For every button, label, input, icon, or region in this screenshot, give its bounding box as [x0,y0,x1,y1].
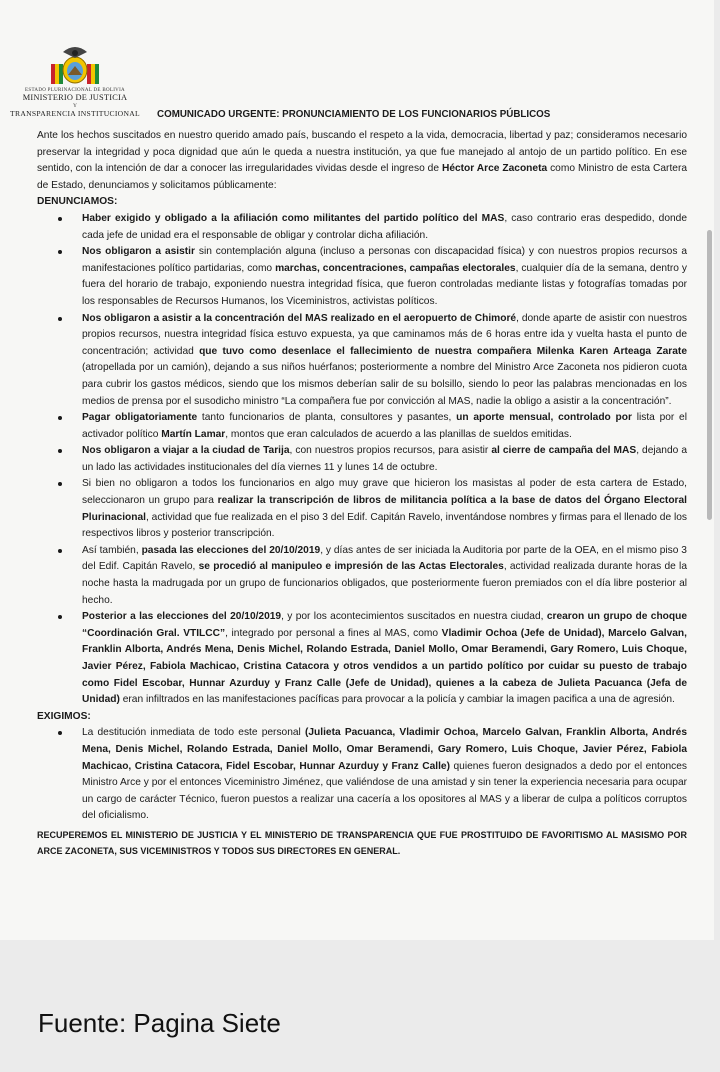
logo-transparency-text: TRANSPARENCIA INSTITUCIONAL [10,109,140,118]
ministry-logo [0,44,150,118]
list-item: Así también, pasada las elecciones del 20/10/2019, y días antes de ser iniciada la Auditoria por parte de la OEA, en el mismo piso 3 del Edif. Capitán Ravelo, se procedió al manipuleo e impresión de las Actas Electorales, actividad realizada durante horas de la noche hasta la madrugada por un grupo de funcionarios obligados, que posteriormente fueron premiados con el día libre posterior al hecho. [82,543,687,609]
list-item: La destitución inmediata de todo este personal (Julieta Pacuanca, Vladimir Ochoa, Marcelo Galvan, Franklin Alborta, Andrés Mena, Denis Michel, Rolando Estrada, Daniel Mollo, Omar Beramendi, Gary Romero, Luis Choque, Javier Pérez, Fabiola Machicao, Cristina Catacora, Fidel Escobar, Hunnar Azurduy y Franz Calle) quienes fueron designados a dedo por el entonces Ministro Arce y por el entonces Viceministro Jiménez, que valiéndose de una amistad y sin tener la experiencia necesaria para ocupar un cargo de carácter Técnico, fueron puestos a realizar una cacería a los opositores al MAS y a liberar de culpa a políticos corruptos del oficialismo. [82,725,687,825]
intro-text-end: como Ministro de esta Cartera de Estado, denunciamos y solicitamos públicamente: [37,163,688,191]
logo-ministry-name: MINISTERIO DE JUSTICIA [22,93,128,102]
logo-conjunction: Y [73,103,77,109]
document-title: COMUNICADO URGENTE: PRONUNCIAMIENTO DE LOS FUNCIONARIOS PÚBLICOS [157,109,551,120]
list-item: Pagar obligatoriamente tanto funcionarios de planta, consultores y pasantes, un aporte mensual, controlado por lista por el activador político Martín Lamar, montos que eran calculados de acuerdo a las planillas de sueldos emitidas. [82,410,687,443]
scrollbar[interactable] [707,230,712,520]
list-item: Nos obligaron a asistir a la concentración del MAS realizado en el aeropuerto de Chimoré, donde aparte de asistir con nuestros propios recursos, nuestra integridad física estuvo expuesta, ya que caminamos más de 6 horas entre ida y vuelta hasta el punto de concentración; actividad que tuvo como desenlace el fallecimiento de nuestra compañera Milenka Karen Arteaga Zarate (atropellada por un camión), dejando a sus niños huérfanos; posteriormente a nombre del Ministro Arce Zaconeta nos pidieron cuota para cubrir los gastos médicos, siendo que los mismos deberían salir de su bolsillo, siendo lo peor las palabras mencionadas en los medios de prensa por el susodicho ministro “La compañera fue por convicción al MAS, nadie la obligo a asistir a la concentración”. [82,311,687,411]
exigimos-heading: EXIGIMOS: [37,710,91,722]
exigencias-list [37,725,687,825]
denunciamos-heading: DENUNCIAMOS: [37,196,118,208]
list-item: Haber exigido y obligado a la afiliación como militantes del partido político del MAS, caso contrario eras despedido, donde cada jefe de unidad era el responsable de obligar y controlar dicha afiliación. [82,211,687,244]
logo-state-text: ESTADO PLURINACIONAL DE BOLIVIA [25,88,125,93]
closing-statement: RECUPEREMOS EL MINISTERIO DE JUSTICIA Y EL MINISTERIO DE TRANSPARENCIA QUE FUE PROSTITUIDO DE FAVORITISMO AL MASISMO POR ARCE ZACONETA, SUS VICEMINISTROS Y TODOS SUS DIRECTORES EN GENERAL. [37,829,687,856]
list-item: Nos obligaron a viajar a la ciudad de Tarija, con nuestros propios recursos, para asistir al cierre de campaña del MAS, dejando a un lado las actividades institucionales del día viernes 11 y lunes 14 de octubre. [82,443,687,476]
list-item: Posterior a las elecciones del 20/10/2019, y por los acontecimientos suscitados en nuestra ciudad, crearon un grupo de choque “Coordinación Gral. VTILCC”, integrado por personal a fines al MAS, como Vladimir Ochoa (Jefe de Unidad), Marcelo Galvan, Franklin Alborta, Andrés Mena, Denis Michel, Rolando Estrada, Daniel Mollo, Omar Beramendi, Gary Romero, Luis Choque, Javier Pérez, Fabiola Machicao, Cristina Catacora y otros vendidos a un partido político por cuidar su puesto de trabajo como Fidel Escobar, Hunnar Azurduy y Franz Calle (Jefe de Unidad), quienes a la cabeza de Julieta Pacuanca (Jefa de Unidad) eran infiltrados en las manifestaciones pacíficas para provocar a la policía y cambiar la imagen pacifica a una de agresión. [82,609,687,709]
list-item: Nos obligaron a asistir sin contemplación alguna (incluso a personas con discapacidad física) y con nuestros propios recursos a manifestaciones político partidarias, como marchas, concentraciones, campañas electorales, cualquier día de la semana, dentro y fuera del horario de trabajo, exponiendo nuestra integridad física, que fueron controladas mediante listas y fotografías tomadas por los responsables de Recursos Humanos, los Viceministros, activistas políticos. [82,244,687,310]
document-body [37,128,687,859]
list-item: Si bien no obligaron a todos los funcionarios en algo muy grave que hicieron los masistas al poder de esta cartera de Estado, seleccionaron un grupo para realizar la transcripción de libros de militancia política a la base de datos del Órgano Electoral Plurinacional, actividad que fue realizada en el piso 3 del Edif. Capitán Ravelo, inventándose nombres y firmas para el llenado de los respectivos libros y posterior transcripción. [82,476,687,542]
denuncias-list [37,211,687,709]
intro-minister-name: Héctor Arce Zaconeta [441,163,548,175]
source-caption: Fuente: Pagina Siete [38,1008,281,1038]
intro-text: Ante los hechos suscitados en nuestro querido amado país, buscando el respeto a la vida, democracia, libertad y paz; consideramos necesario preservar la integridad y poca dignidad que aún le queda a nuestra institución, ya que fue manejado al antojo de un partido político. En ese sentido, con la intención de dar a conocer las irregularidades vividas desde el ingreso de [37,130,687,175]
intro-paragraph [37,128,687,194]
bolivia-coat-of-arms-icon [49,44,101,86]
